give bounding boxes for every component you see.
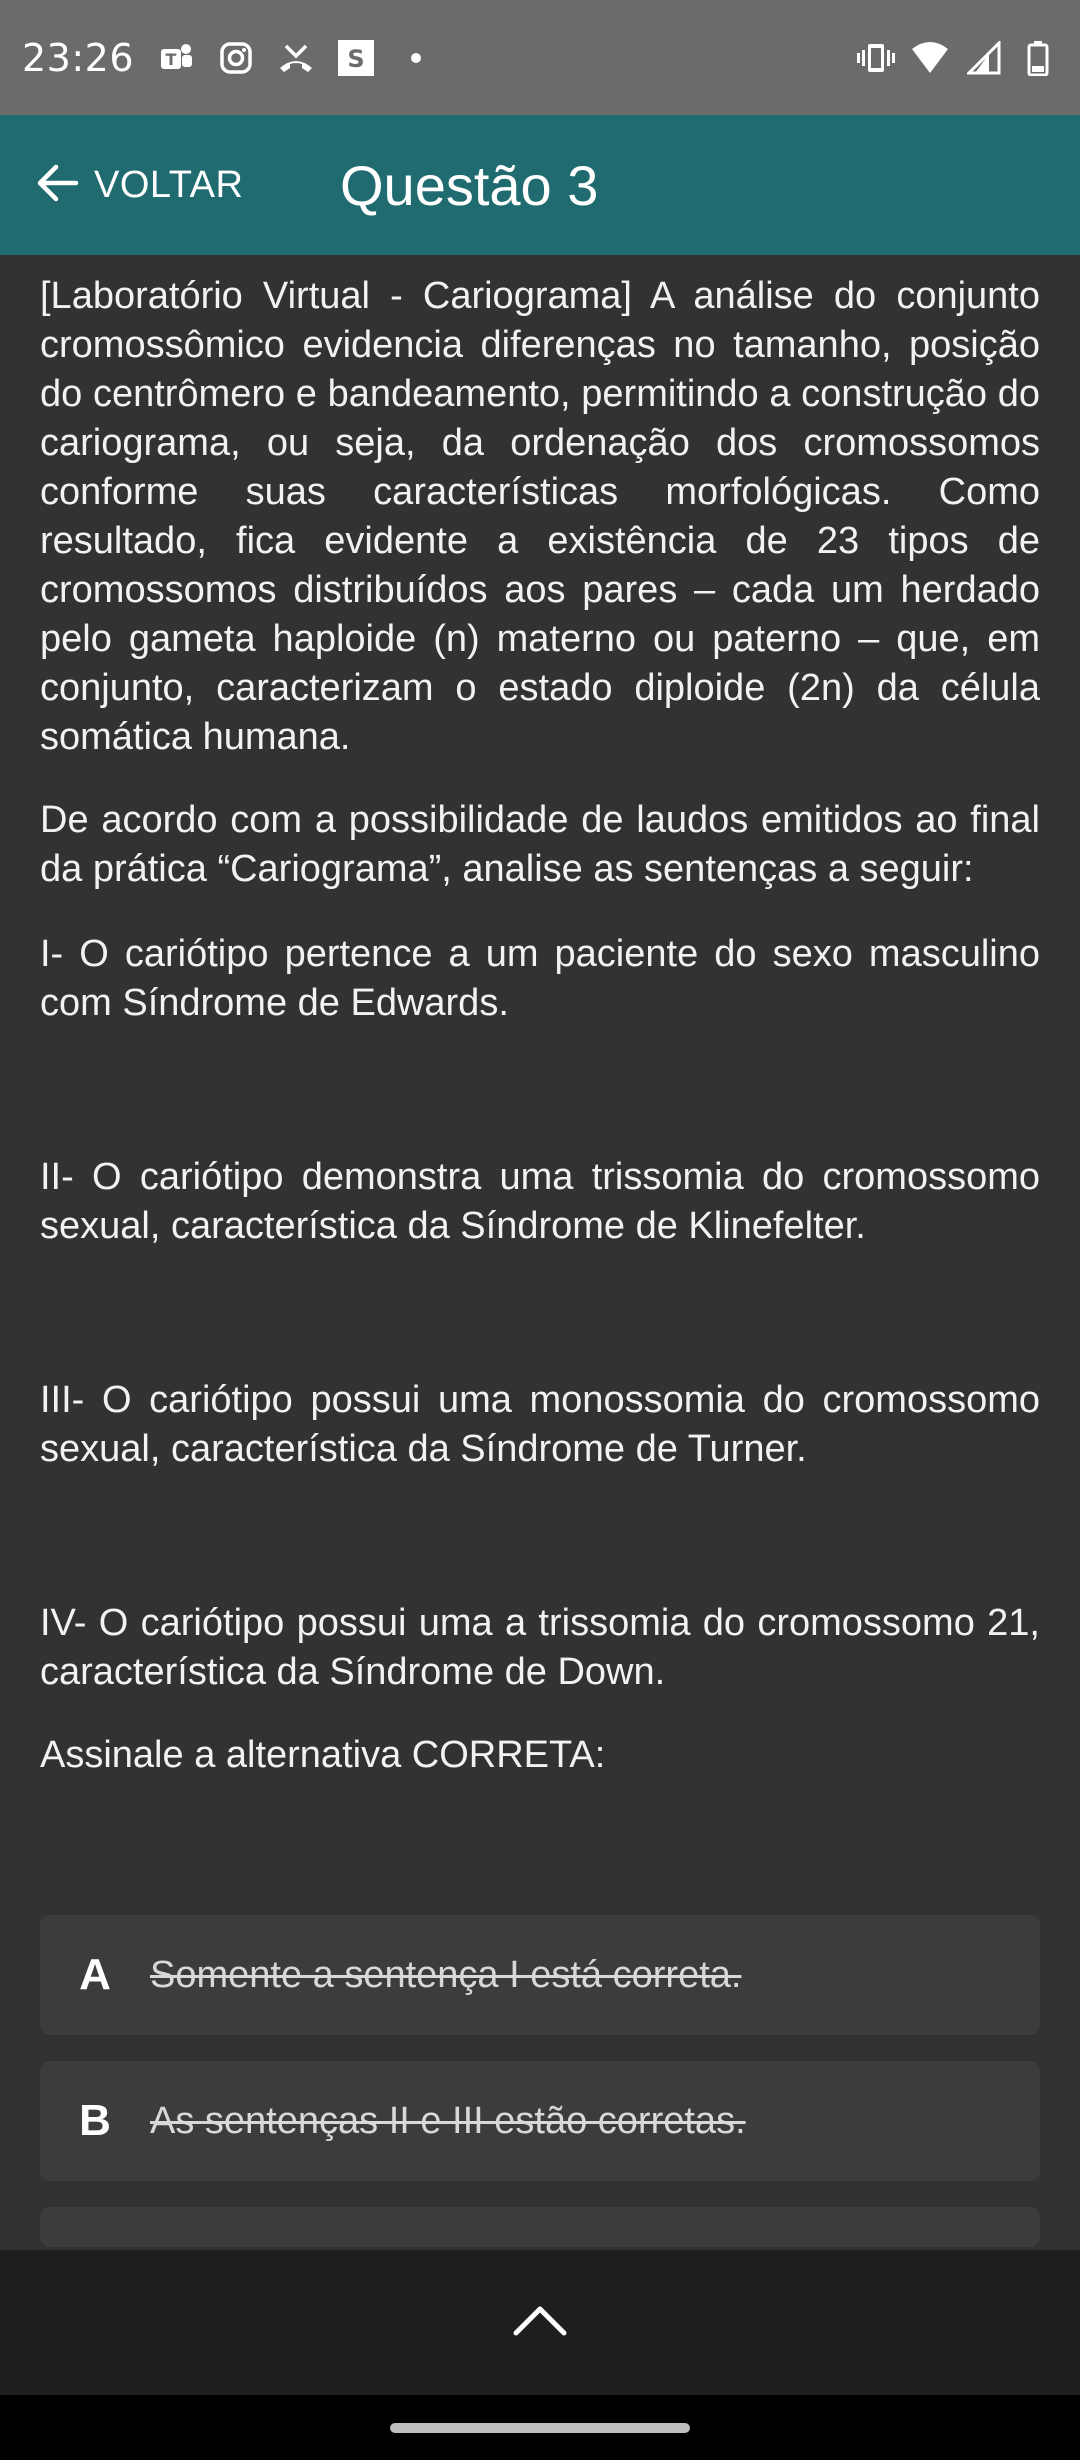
- wifi-icon: [910, 38, 950, 78]
- notification-icons: [156, 38, 436, 78]
- question-prompt: De acordo com a possibilidade de laudos emitidos ao final da prática “Cariograma”, analise as sentenças a seguir:: [40, 799, 1040, 890]
- instagram-icon: [216, 38, 256, 78]
- question-content: [40, 262, 1040, 1780]
- statement-1: I- O cariótipo pertence a um paciente do sexo masculino com Síndrome de Edwards.: [40, 933, 1040, 1024]
- option-text: As sentenças II e III estão corretas.: [150, 2099, 746, 2142]
- system-nav-bar: [0, 2395, 1080, 2460]
- page-title: Questão 3: [340, 153, 599, 217]
- option-c-partial[interactable]: [40, 2207, 1040, 2247]
- question-intro: [Laboratório Virtual - Cariograma] A análise do conjunto cromossômico evidencia diferenças no tamanho, posição do centrômero e bandeamento, permitindo a construção do cariograma, ou seja, da ordenação dos cromossomos conforme suas características morfológicas. Como resultado, fica evidente a existência de 23 tipos de cromossomos distribuídos aos pares – cada um herdado pelo gameta haploide (n) materno ou paterno – que, em conjunto, caracterizam o estado diploide (2n) da célula somática humana.: [40, 275, 1040, 758]
- home-gesture-handle[interactable]: [390, 2423, 690, 2433]
- statement-4: IV- O cariótipo possui uma a trissomia do cromossomo 21, característica da Síndrome de Down.: [40, 1602, 1040, 1693]
- missed-call-icon: [276, 38, 316, 78]
- option-b[interactable]: [40, 2061, 1040, 2181]
- option-a[interactable]: [40, 1915, 1040, 2035]
- system-icons: [856, 38, 1058, 78]
- svg-text:S: S: [347, 44, 365, 73]
- question-instruction: Assinale a alternativa CORRETA:: [40, 1734, 606, 1776]
- statement-2: II- O cariótipo demonstra uma trissomia do cromossomo sexual, característica da Síndrome de Klinefelter.: [40, 1156, 1040, 1247]
- arrow-left-icon: [34, 163, 80, 208]
- option-text: Somente a sentença I está correta.: [150, 1953, 742, 1996]
- vibrate-icon: [856, 38, 896, 78]
- signal-icon: [964, 38, 1004, 78]
- svg-text:T: T: [165, 49, 177, 69]
- back-button-label: VOLTAR: [94, 163, 244, 206]
- app-bar: [0, 115, 1080, 255]
- status-time: 23:26: [22, 35, 135, 80]
- chevron-up-icon[interactable]: [512, 2303, 568, 2342]
- answer-options: [40, 1915, 1040, 2273]
- app-s-icon: [336, 38, 376, 78]
- battery-icon: [1018, 38, 1058, 78]
- option-letter: A: [79, 1950, 111, 1999]
- statement-3: III- O cariótipo possui uma monossomia do cromossomo sexual, característica da Síndrome de Turner.: [40, 1379, 1040, 1470]
- dot-icon: [396, 38, 436, 78]
- status-bar: [0, 0, 1080, 115]
- option-letter: B: [79, 2096, 111, 2145]
- bottom-bar: [0, 2250, 1080, 2395]
- back-button[interactable]: [34, 163, 243, 208]
- teams-icon: [156, 38, 196, 78]
